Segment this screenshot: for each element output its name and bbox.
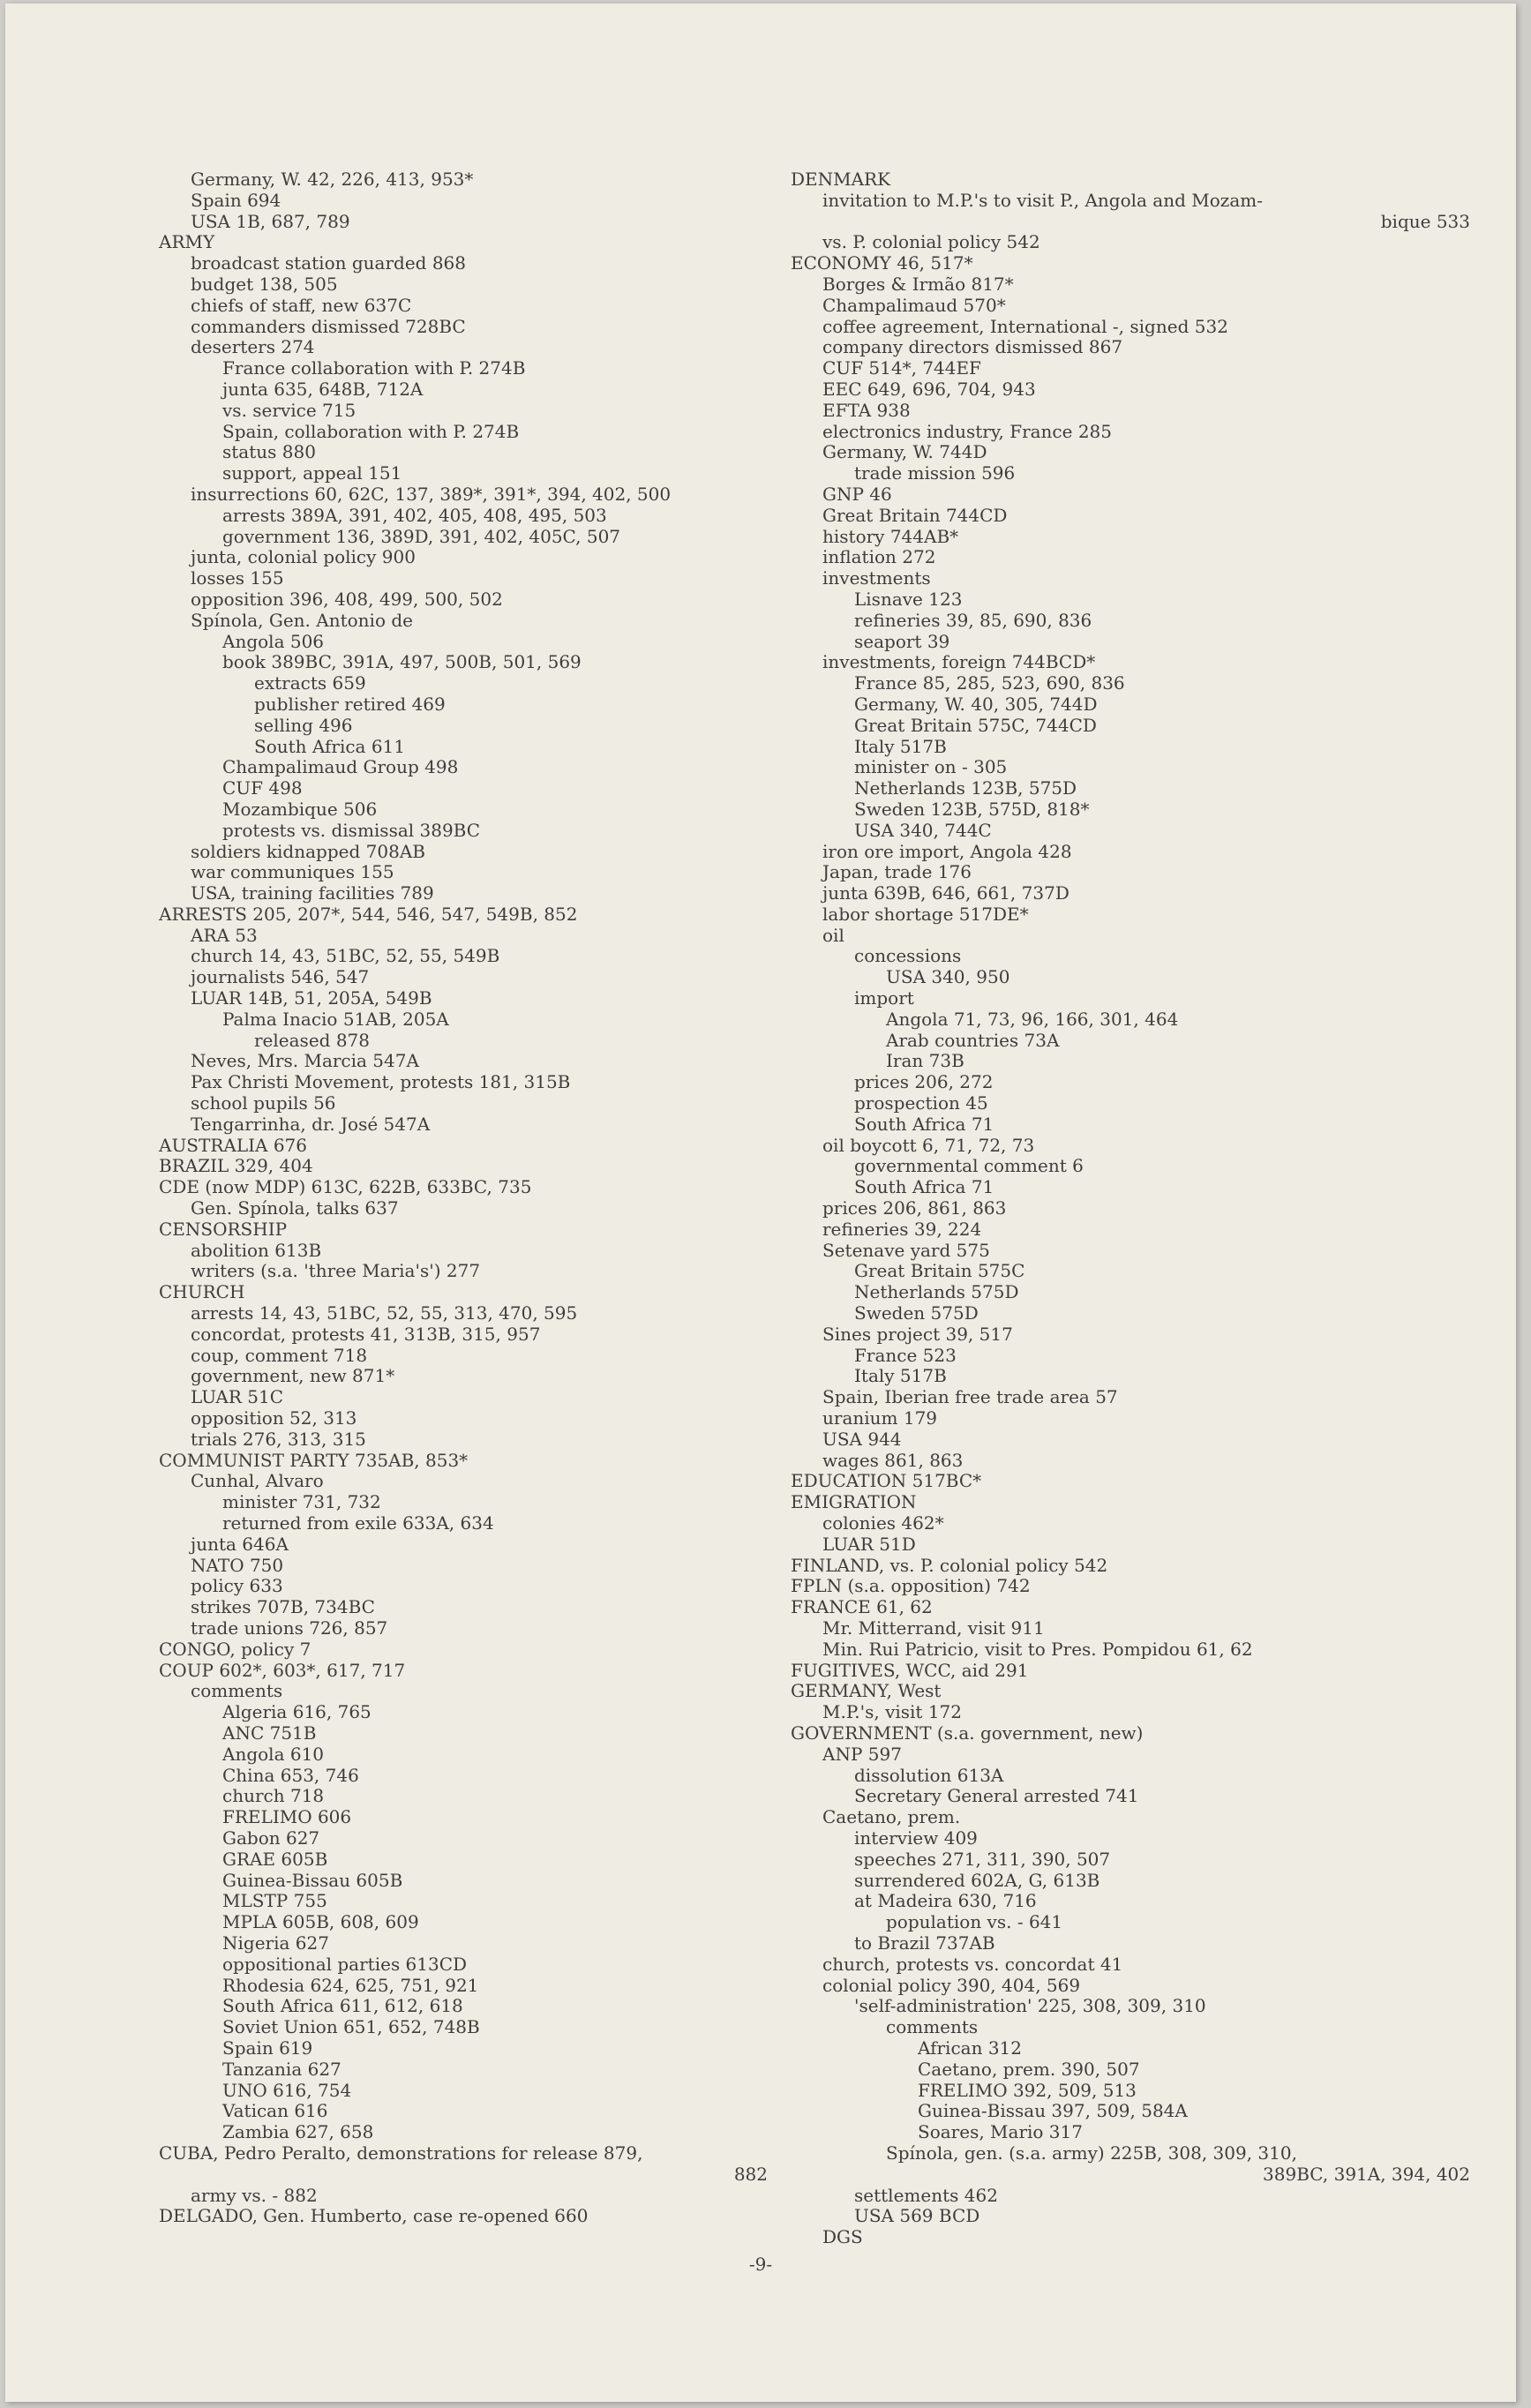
index-entry: South Africa 71: [854, 1113, 994, 1135]
index-entry: GRAE 605B: [222, 1848, 328, 1870]
index-entry: army vs. - 882: [191, 2184, 318, 2206]
index-entry: church 14, 43, 51BC, 52, 55, 549B: [191, 945, 500, 967]
index-entry: Germany, W. 40, 305, 744D: [854, 693, 1098, 715]
index-entry: Spain, Iberian free trade area 57: [822, 1386, 1118, 1408]
index-entry: Tanzania 627: [222, 2058, 341, 2080]
index-entry: prospection 45: [854, 1092, 988, 1114]
index-entry: minister on - 305: [854, 756, 1008, 778]
index-entry: comments: [191, 1680, 283, 1702]
index-entry: Spínola, Gen. Antonio de: [191, 609, 413, 631]
index-entry: Spínola, gen. (s.a. army) 225B, 308, 309, 310,: [886, 2142, 1297, 2164]
index-entry: released 878: [254, 1029, 370, 1051]
index-entry: Palma Inacio 51AB, 205A: [222, 1008, 449, 1030]
index-entry: CUF 514*, 744EF: [822, 357, 981, 379]
index-entry: Italy 517B: [854, 735, 947, 757]
index-entry: China 653, 746: [222, 1764, 359, 1786]
index-entry: oil: [822, 924, 844, 946]
index-entry: Iran 73B: [886, 1050, 964, 1072]
index-entry: LUAR 51D: [822, 1533, 916, 1555]
index-entry: junta 635, 648B, 712A: [222, 378, 424, 400]
index-entry: Gabon 627: [222, 1827, 320, 1849]
index-entry: CUF 498: [222, 777, 303, 799]
index-entry: strikes 707B, 734BC: [191, 1596, 375, 1618]
index-entry: uranium 179: [822, 1407, 938, 1429]
index-entry: Caetano, prem.: [822, 1806, 961, 1828]
index-entry: soldiers kidnapped 708AB: [191, 840, 425, 862]
index-entry: Japan, trade 176: [822, 861, 972, 883]
index-entry: budget 138, 505: [191, 273, 338, 295]
index-entry: FRANCE 61, 62: [791, 1596, 933, 1618]
index-entry: 882: [733, 2163, 768, 2185]
index-entry: Mozambique 506: [222, 798, 378, 820]
index-entry: dissolution 613A: [854, 1764, 1004, 1786]
index-entry: South Africa 611, 612, 618: [222, 1995, 463, 2017]
index-entry: FRELIMO 392, 509, 513: [918, 2079, 1137, 2101]
index-entry: oppositional parties 613CD: [222, 1953, 468, 1975]
index-entry: junta 646A: [191, 1533, 289, 1555]
index-entry: selling 496: [254, 714, 353, 736]
index-entry: Pax Christi Movement, protests 181, 315B: [191, 1071, 571, 1093]
index-entry: M.P.'s, visit 172: [822, 1701, 962, 1723]
index-entry: arrests 389A, 391, 402, 405, 408, 495, 503: [222, 504, 607, 526]
index-entry: concordat, protests 41, 313B, 315, 957: [191, 1323, 541, 1345]
index-entry: refineries 39, 85, 690, 836: [854, 609, 1092, 631]
index-entry: FINLAND, vs. P. colonial policy 542: [791, 1554, 1108, 1576]
index-entry: Sines project 39, 517: [822, 1323, 1013, 1345]
index-entry: Soares, Mario 317: [918, 2121, 1083, 2143]
index-entry: GOVERNMENT (s.a. government, new): [791, 1722, 1144, 1744]
index-entry: ECONOMY 46, 517*: [791, 252, 973, 274]
index-entry: Tengarrinha, dr. José 547A: [191, 1113, 431, 1135]
index-entry: inflation 272: [822, 546, 936, 568]
index-entry: Germany, W. 744D: [822, 441, 987, 463]
index-entry: investments: [822, 567, 931, 589]
index-entry: Algeria 616, 765: [222, 1701, 371, 1723]
index-entry: 389BC, 391A, 394, 402: [1263, 2163, 1470, 2185]
index-entry: government 136, 389D, 391, 402, 405C, 507: [222, 525, 621, 547]
index-entry: publisher retired 469: [254, 693, 446, 715]
index-entry: interview 409: [854, 1827, 978, 1849]
index-entry: DELGADO, Gen. Humberto, case re-opened 660: [159, 2205, 589, 2227]
index-entry: USA 340, 950: [886, 966, 1010, 988]
index-entry: coffee agreement, International -, signed 532: [822, 315, 1228, 337]
index-entry: France collaboration with P. 274B: [222, 357, 526, 379]
index-entry: Italy 517B: [854, 1365, 947, 1387]
index-entry: writers (s.a. 'three Maria's') 277: [191, 1260, 481, 1282]
index-entry: UNO 616, 754: [222, 2079, 352, 2101]
index-entry: seaport 39: [854, 630, 950, 652]
page-number: -9-: [748, 2254, 773, 2275]
index-entry: Lisnave 123: [854, 588, 963, 610]
index-entry: vs. P. colonial policy 542: [822, 231, 1040, 253]
index-entry: at Madeira 630, 716: [854, 1890, 1037, 1912]
index-entry: Germany, W. 42, 226, 413, 953*: [191, 169, 474, 190]
index-entry: Spain, collaboration with P. 274B: [222, 420, 520, 442]
index-entry: book 389BC, 391A, 497, 500B, 501, 569: [222, 651, 582, 673]
index-entry: 'self-administration' 225, 308, 309, 310: [854, 1995, 1206, 2017]
index-entry: chiefs of staff, new 637C: [191, 294, 412, 316]
index-entry: FRELIMO 606: [222, 1806, 352, 1828]
index-entry: coup, comment 718: [191, 1344, 368, 1366]
index-entry: abolition 613B: [191, 1239, 322, 1261]
index-entry: Netherlands 123B, 575D: [854, 777, 1077, 799]
index-entry: oil boycott 6, 71, 72, 73: [822, 1134, 1035, 1156]
index-entry: South Africa 611: [254, 735, 406, 757]
index-entry: Gen. Spínola, talks 637: [191, 1197, 399, 1219]
index-entry: Borges & Irmão 817*: [822, 273, 1014, 295]
index-entry: surrendered 602A, G, 613B: [854, 1869, 1100, 1891]
index-entry: trials 276, 313, 315: [191, 1428, 366, 1450]
index-entry: ARMY: [159, 231, 215, 253]
index-entry: extracts 659: [254, 672, 366, 694]
index-entry: settlements 462: [854, 2184, 998, 2206]
index-entry: ANP 597: [822, 1743, 902, 1765]
index-entry: war communiques 155: [191, 861, 394, 883]
index-entry: Vatican 616: [222, 2100, 328, 2122]
index-entry: colonial policy 390, 404, 569: [822, 1974, 1081, 1996]
index-entry: protests vs. dismissal 389BC: [222, 819, 481, 841]
index-entry: EEC 649, 696, 704, 943: [822, 378, 1036, 400]
index-entry: population vs. - 641: [886, 1911, 1063, 1933]
index-entry: ARRESTS 205, 207*, 544, 546, 547, 549B, 852: [159, 903, 578, 925]
index-entry: comments: [886, 2016, 979, 2038]
index-entry: ARA 53: [191, 924, 258, 946]
index-entry: Zambia 627, 658: [222, 2121, 374, 2143]
index-entry: support, appeal 151: [222, 462, 402, 484]
index-entry: iron ore import, Angola 428: [822, 840, 1072, 862]
index-entry: government, new 871*: [191, 1365, 395, 1387]
index-entry: junta, colonial policy 900: [191, 546, 416, 568]
index-entry: losses 155: [191, 567, 284, 589]
index-entry: EMIGRATION: [791, 1491, 917, 1513]
index-entry: South Africa 71: [854, 1176, 994, 1198]
index-entry: FPLN (s.a. opposition) 742: [791, 1575, 1031, 1597]
index-entry: FUGITIVES, WCC, aid 291: [791, 1659, 1029, 1681]
index-entry: minister 731, 732: [222, 1491, 381, 1513]
index-entry: France 523: [854, 1344, 957, 1366]
index-entry: prices 206, 861, 863: [822, 1197, 1007, 1219]
index-entry: NATO 750: [191, 1554, 284, 1576]
index-entry: Arab countries 73A: [886, 1029, 1060, 1051]
index-entry: policy 633: [191, 1575, 283, 1597]
index-entry: COUP 602*, 603*, 617, 717: [159, 1659, 406, 1681]
index-entry: CDE (now MDP) 613C, 622B, 633BC, 735: [159, 1176, 532, 1198]
index-entry: deserters 274: [191, 336, 315, 358]
index-entry: CHURCH: [159, 1281, 245, 1303]
index-entry: history 744AB*: [822, 525, 959, 547]
index-entry: Angola 610: [222, 1743, 325, 1765]
index-entry: France 85, 285, 523, 690, 836: [854, 672, 1125, 694]
index-entry: GNP 46: [822, 483, 892, 505]
index-entry: opposition 52, 313: [191, 1407, 357, 1429]
index-entry: Setenave yard 575: [822, 1239, 990, 1261]
index-entry: CUBA, Pedro Peralto, demonstrations for release 879,: [159, 2142, 643, 2164]
index-entry: commanders dismissed 728BC: [191, 315, 466, 337]
index-entry: USA 340, 744C: [854, 819, 992, 841]
index-entry: CENSORSHIP: [159, 1218, 288, 1240]
index-entry: MPLA 605B, 608, 609: [222, 1911, 419, 1933]
index-entry: broadcast station guarded 868: [191, 252, 466, 274]
index-entry: electronics industry, France 285: [822, 420, 1112, 442]
index-entry: Champalimaud 570*: [822, 294, 1006, 316]
index-entry: church, protests vs. concordat 41: [822, 1953, 1123, 1975]
index-entry: concessions: [854, 945, 962, 967]
index-entry: Min. Rui Patricio, visit to Pres. Pompidou 61, 62: [822, 1638, 1253, 1660]
index-entry: MLSTP 755: [222, 1890, 327, 1912]
index-entry: Sweden 123B, 575D, 818*: [854, 798, 1090, 820]
index-entry: vs. service 715: [222, 399, 356, 421]
index-entry: import: [854, 987, 914, 1009]
index-entry: Sweden 575D: [854, 1302, 979, 1324]
index-entry: Rhodesia 624, 625, 751, 921: [222, 1974, 479, 1996]
index-entry: USA 1B, 687, 789: [191, 210, 350, 232]
index-entry: DENMARK: [791, 169, 891, 190]
index-column-left: [159, 169, 777, 2227]
index-entry: USA 569 BCD: [854, 2205, 980, 2227]
index-entry: Guinea-Bissau 397, 509, 584A: [918, 2100, 1188, 2122]
index-entry: Neves, Mrs. Marcia 547A: [191, 1050, 419, 1072]
index-entry: Great Britain 575C: [854, 1260, 1025, 1282]
index-entry: African 312: [918, 2037, 1022, 2059]
index-entry: opposition 396, 408, 499, 500, 502: [191, 588, 503, 610]
index-entry: Spain 619: [222, 2037, 313, 2059]
index-entry: investments, foreign 744BCD*: [822, 651, 1096, 673]
index-entry: journalists 546, 547: [191, 966, 370, 988]
index-entry: LUAR 14B, 51, 205A, 549B: [191, 987, 432, 1009]
index-entry: Caetano, prem. 390, 507: [918, 2058, 1140, 2080]
index-entry: LUAR 51C: [191, 1386, 284, 1408]
index-entry: trade mission 596: [854, 462, 1016, 484]
index-entry: junta 639B, 646, 661, 737D: [822, 882, 1069, 904]
index-entry: Nigeria 627: [222, 1932, 329, 1954]
index-entry: GERMANY, West: [791, 1680, 942, 1702]
index-entry: USA 944: [822, 1428, 902, 1450]
index-entry: speeches 271, 311, 390, 507: [854, 1848, 1111, 1870]
index-entry: Champalimaud Group 498: [222, 756, 459, 778]
index-entry: Spain 694: [191, 189, 281, 211]
index-entry: status 880: [222, 441, 316, 463]
index-entry: Netherlands 575D: [854, 1281, 1019, 1303]
index-entry: Guinea-Bissau 605B: [222, 1869, 403, 1891]
index-entry: Angola 506: [222, 630, 325, 652]
index-entry: prices 206, 272: [854, 1071, 994, 1093]
index-entry: company directors dismissed 867: [822, 336, 1123, 358]
index-entry: wages 861, 863: [822, 1449, 964, 1471]
index-entry: EFTA 938: [822, 399, 911, 421]
index-column-right: [791, 169, 1479, 2248]
index-entry: invitation to M.P.'s to visit P., Angola and Mozam-: [822, 189, 1263, 211]
index-entry: DGS: [822, 2226, 863, 2248]
index-entry: Soviet Union 651, 652, 748B: [222, 2016, 480, 2038]
index-entry: bique 533: [1380, 210, 1470, 232]
index-entry: Great Britain 575C, 744CD: [854, 714, 1097, 736]
index-entry: school pupils 56: [191, 1092, 336, 1114]
index-entry: insurrections 60, 62C, 137, 389*, 391*, 394, 402, 500: [191, 483, 672, 505]
index-entry: arrests 14, 43, 51BC, 52, 55, 313, 470, 595: [191, 1302, 578, 1324]
index-entry: Cunhal, Alvaro: [191, 1470, 324, 1492]
index-entry: USA, training facilities 789: [191, 882, 434, 904]
index-entry: AUSTRALIA 676: [159, 1134, 307, 1156]
index-entry: Secretary General arrested 741: [854, 1785, 1139, 1807]
index-entry: refineries 39, 224: [822, 1218, 982, 1240]
index-entry: BRAZIL 329, 404: [159, 1155, 313, 1177]
index-entry: returned from exile 633A, 634: [222, 1512, 494, 1534]
index-entry: colonies 462*: [822, 1512, 944, 1534]
index-page: [5, 4, 1516, 2402]
index-entry: governmental comment 6: [854, 1155, 1084, 1177]
index-entry: COMMUNIST PARTY 735AB, 853*: [159, 1449, 469, 1471]
index-entry: ANC 751B: [222, 1722, 317, 1744]
index-entry: labor shortage 517DE*: [822, 903, 1029, 925]
index-entry: Mr. Mitterrand, visit 911: [822, 1617, 1045, 1639]
index-entry: church 718: [222, 1785, 325, 1807]
index-entry: to Brazil 737AB: [854, 1932, 995, 1954]
index-entry: trade unions 726, 857: [191, 1617, 388, 1639]
index-entry: EDUCATION 517BC*: [791, 1470, 982, 1492]
index-entry: Angola 71, 73, 96, 166, 301, 464: [886, 1008, 1179, 1030]
index-entry: Great Britain 744CD: [822, 504, 1008, 526]
index-entry: CONGO, policy 7: [159, 1638, 311, 1660]
